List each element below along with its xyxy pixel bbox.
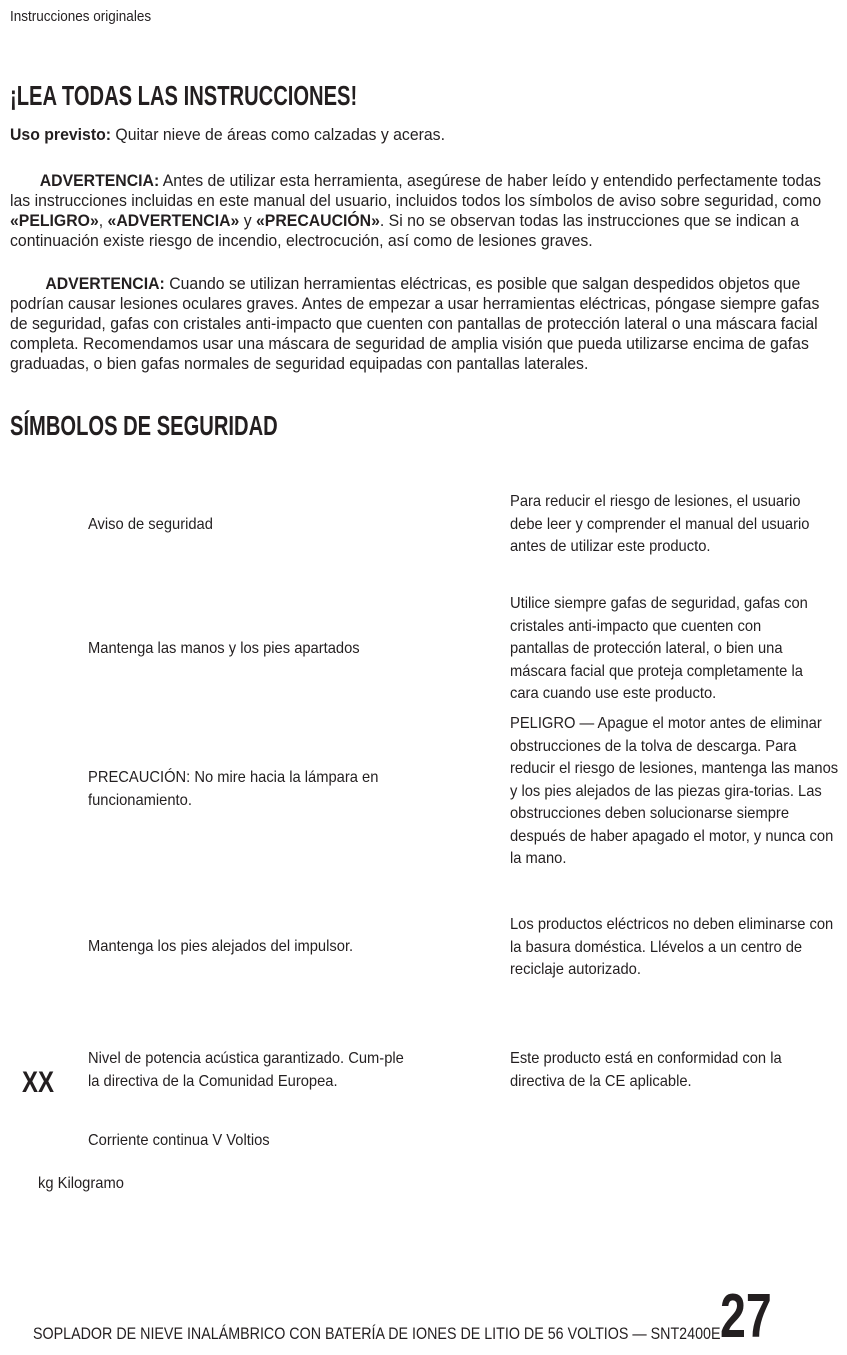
main-heading: ¡LEA TODAS LAS INSTRUCCIONES! xyxy=(10,80,358,111)
symbol-sound-power-level: Nivel de potencia acústica garantizado. Cum-ple la directiva de la Comunidad Europea. xyxy=(88,1050,404,1090)
intended-use-paragraph xyxy=(10,125,838,145)
intended-use-label: Uso previsto: xyxy=(10,125,112,144)
symbol-lamp-caution: PRECAUCIÓN: No mire hacia la lámpara en funcionamiento. xyxy=(88,769,379,809)
page-number: 27 xyxy=(720,1282,772,1351)
warning-2-label: ADVERTENCIA: xyxy=(45,274,165,293)
symbol-kilogram: kg Kilogramo xyxy=(38,1175,124,1192)
symbol-read-manual: Para reducir el riesgo de lesiones, el usuario debe leer y comprender el manual del usuario antes de utilizar este producto. xyxy=(510,493,810,555)
warning-1-label: ADVERTENCIA: xyxy=(39,171,160,190)
peligro-term: «PELIGRO» xyxy=(10,211,99,230)
warning-1-text-a: Antes de utilizar esta herramienta, asegúrese de haber leído y entendido perfectamente todas las instrucciones incluidas en este manual del usuario, incluidos todos los símbolos de aviso sobre seguridad, como xyxy=(10,171,822,210)
warning-paragraph-2 xyxy=(10,274,833,374)
symbol-keep-hands-feet-away: Mantenga las manos y los pies apartados xyxy=(88,640,360,657)
footer-product-title: SOPLADOR DE NIEVE INALÁMBRICO CON BATERÍA DE IONES DE LITIO DE 56 VOLTIOS — SNT2400E xyxy=(33,1324,721,1343)
warning-paragraph-1 xyxy=(10,171,842,251)
symbol-dc-voltage: Corriente continua V Voltios xyxy=(88,1132,270,1149)
separator: y xyxy=(239,211,257,230)
symbol-danger-discharge-chute: PELIGRO — Apague el motor antes de eliminar obstrucciones de la tolva de descarga. Para reducir el riesgo de lesiones, mantenga las manos y los pies alejados de las piezas gira-torias. Las obstrucciones deben solucionarse siempre después de haber apagado el motor, y nunca con la mano. xyxy=(510,715,839,867)
warning-2-text: Cuando se utilizan herramientas eléctricas, es posible que salgan despedidos objetos que podrían causar lesiones oculares graves. Antes de empezar a usar herramientas eléctricas, póngase siempre gafas de seguridad, gafas con cristales anti-impacto que cuenten con pantallas de protección lateral o una máscara facial completa. Recomendamos usar una máscara de seguridad de amplia visión que pueda utilizarse encima de gafas graduadas, o bien gafas normales de seguridad equipadas con pantallas laterales. xyxy=(10,274,820,373)
safety-symbols-heading: SÍMBOLOS DE SEGURIDAD xyxy=(10,410,278,441)
original-instructions-note: Instrucciones originales xyxy=(10,8,152,25)
symbol-ce-conformity: Este producto está en conformidad con la directiva de la CE aplicable. xyxy=(510,1050,782,1090)
warning-1-text-b: . Si no se observan todas las instrucciones que se indican a continuación existe riesgo de incendio, electrocución, así como de lesiones graves. xyxy=(10,211,800,250)
precaucion-term: «PRECAUCIÓN» xyxy=(256,211,380,230)
symbol-eye-protection: Utilice siempre gafas de seguridad, gafas con cristales anti-impacto que cuenten con pantallas de protección lateral, o bien una máscara facial que proteja completamente la cara cuando use este producto. xyxy=(510,595,808,702)
intended-use-text: Quitar nieve de áreas como calzadas y aceras. xyxy=(111,125,445,144)
advertencia-term: «ADVERTENCIA» xyxy=(107,211,240,230)
symbol-recycling: Los productos eléctricos no deben eliminarse con la basura doméstica. Llévelos a un centro de reciclaje autorizado. xyxy=(510,916,834,978)
separator: , xyxy=(98,211,108,230)
symbol-safety-alert: Aviso de seguridad xyxy=(88,516,213,533)
sound-level-placeholder: XX xyxy=(22,1066,55,1099)
symbol-keep-feet-from-impeller: Mantenga los pies alejados del impulsor. xyxy=(88,938,354,955)
